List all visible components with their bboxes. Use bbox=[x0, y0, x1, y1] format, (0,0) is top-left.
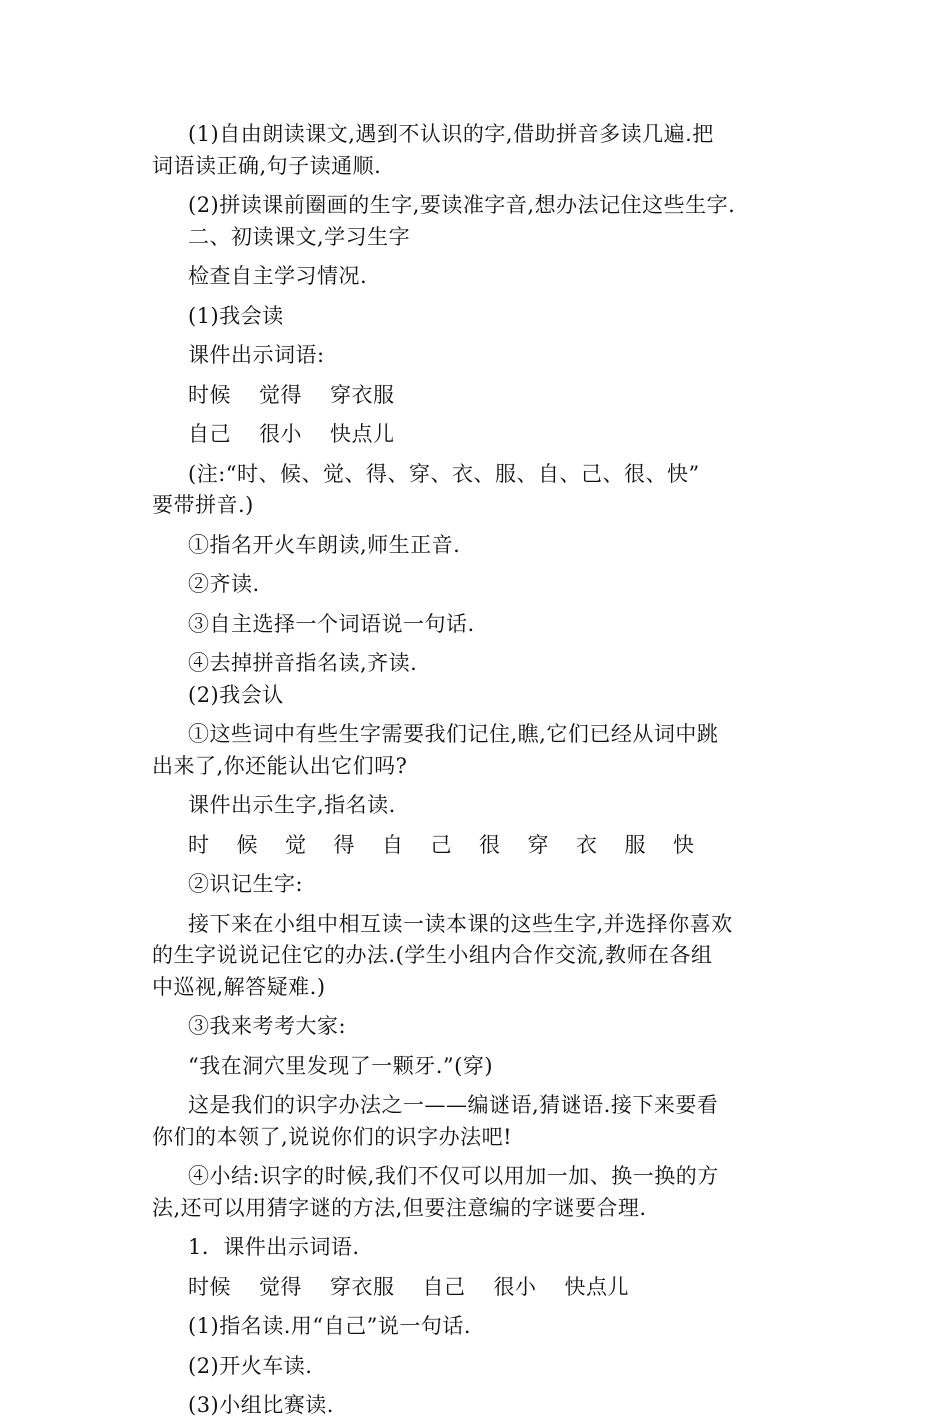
lesson-plan-text bbox=[152, 119, 820, 1422]
word-item: 自己 bbox=[188, 422, 231, 446]
character-item: 候 bbox=[236, 832, 258, 857]
recognize-1-line2: 出来了,你还能认出它们吗? bbox=[152, 753, 408, 778]
recognize-3-line3: 中巡视,解答疑难.) bbox=[152, 974, 326, 999]
character-item: 己 bbox=[430, 832, 452, 857]
character-item: 服 bbox=[624, 832, 646, 857]
task-1-step-3: (3)小组比赛读. bbox=[188, 1393, 334, 1417]
character-item: 时 bbox=[188, 832, 210, 857]
paragraph-show-words: 课件出示词语: bbox=[188, 343, 325, 367]
paragraph-show-characters: 课件出示生字,指名读. bbox=[188, 793, 396, 817]
character-item: 得 bbox=[333, 832, 355, 857]
word-item: 穿衣服 bbox=[330, 1274, 395, 1299]
subheading-i-can-recognize: (2)我会认 bbox=[188, 682, 284, 707]
quiz-intro: ③我来考考大家: bbox=[188, 1014, 347, 1038]
recognize-2: ②识记生字: bbox=[188, 872, 304, 896]
paragraph-free-reading-line1: (1)自由朗读课文,遇到不认识的字,借助拼音多读几遍.把 bbox=[188, 122, 714, 146]
riddle-line: “我在洞穴里发现了一颗牙.”(穿) bbox=[188, 1053, 494, 1078]
section-heading-2: 二、初读课文,学习生字 bbox=[188, 224, 411, 249]
method-line1: 这是我们的识字办法之一——编谜语,猜谜语.接下来要看 bbox=[188, 1093, 719, 1117]
task-1-step-2: (2)开火车读. bbox=[188, 1353, 313, 1378]
step-1: ①指名开火车朗读,师生正音. bbox=[188, 532, 461, 557]
word-list-1 bbox=[152, 380, 820, 412]
character-item: 穿 bbox=[527, 832, 549, 857]
word-list-3 bbox=[152, 1272, 820, 1304]
word-item: 穿衣服 bbox=[330, 382, 395, 407]
step-4: ④去掉拼音指名读,齐读. bbox=[188, 651, 418, 675]
step-3: ③自主选择一个词语说一句话. bbox=[188, 611, 475, 636]
subheading-i-can-read: (1)我会读 bbox=[188, 303, 284, 328]
word-item: 时候 bbox=[188, 382, 231, 407]
word-item: 时候 bbox=[188, 1274, 231, 1299]
word-item: 觉得 bbox=[259, 1274, 302, 1299]
character-item: 觉 bbox=[285, 832, 307, 857]
note-line2: 要带拼音.) bbox=[152, 493, 254, 517]
word-item: 觉得 bbox=[259, 382, 302, 407]
character-item: 快 bbox=[673, 832, 695, 857]
word-item: 快点儿 bbox=[330, 422, 395, 446]
summary-line1: ④小结:识字的时候,我们不仅可以用加一加、换一换的方 bbox=[188, 1164, 719, 1188]
method-line2: 你们的本领了,说说你们的识字办法吧! bbox=[152, 1124, 513, 1149]
recognize-3-line1: 接下来在小组中相互读一读本课的这些生字,并选择你喜欢 bbox=[188, 911, 733, 936]
task-1-step-1: (1)指名读.用“自己”说一句话. bbox=[188, 1314, 472, 1338]
character-item: 很 bbox=[479, 832, 501, 857]
recognize-3-line2: 的生字说说记住它的办法.(学生小组内合作交流,教师在各组 bbox=[152, 943, 713, 967]
word-item: 很小 bbox=[493, 1274, 537, 1299]
task-1: 1．课件出示词语. bbox=[188, 1235, 360, 1259]
word-list-2 bbox=[152, 419, 820, 451]
paragraph-check-study: 检查自主学习情况. bbox=[188, 264, 368, 288]
word-item: 快点儿 bbox=[564, 1274, 629, 1299]
summary-line2: 法,还可以用猜字谜的方法,但要注意编的字谜要合理. bbox=[152, 1195, 647, 1220]
recognize-1-line1: ①这些词中有些生字需要我们记住,瞧,它们已经从词中跳 bbox=[188, 722, 719, 746]
character-item: 衣 bbox=[576, 832, 598, 857]
word-item: 自己 bbox=[422, 1274, 466, 1299]
word-item: 很小 bbox=[259, 422, 302, 446]
step-2: ②齐读. bbox=[188, 572, 260, 596]
paragraph-spell-reading: (2)拼读课前圈画的生字,要读准字音,想办法记住这些生字. bbox=[188, 193, 736, 217]
paragraph-free-reading-line2: 词语读正确,句子读通顺. bbox=[152, 153, 382, 178]
note-line1: (注:“时、候、觉、得、穿、衣、服、自、己、很、快” bbox=[188, 461, 700, 486]
character-list bbox=[152, 830, 820, 862]
character-item: 自 bbox=[382, 832, 404, 857]
